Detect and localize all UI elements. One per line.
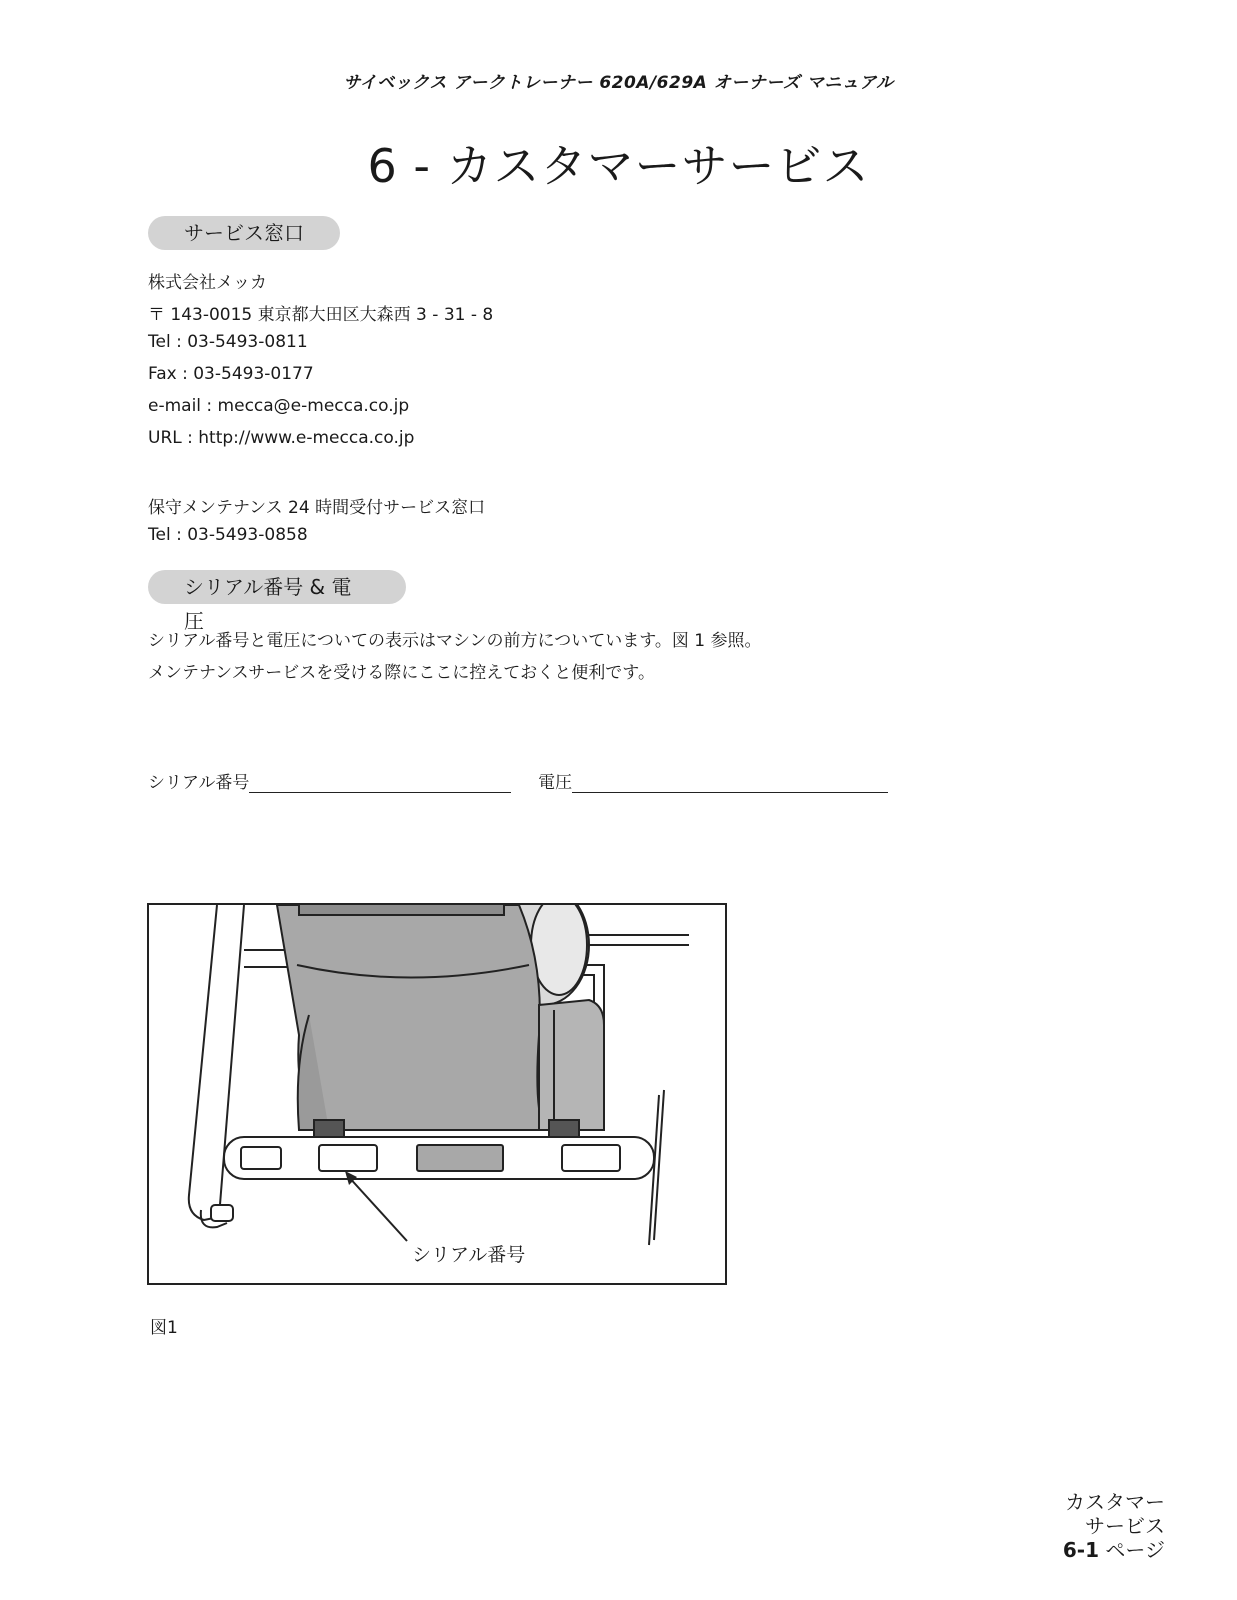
- running-header: サイベックス アークトレーナー 620A/629A オーナーズ マニュアル: [343, 73, 894, 93]
- arc-trainer-front-drawing: [149, 905, 725, 1283]
- voltage-blank: [572, 774, 888, 793]
- website-url: URL : http://www.e-mecca.co.jp: [148, 428, 415, 448]
- voltage-label: 電圧: [538, 773, 573, 793]
- page-footer: [1063, 1490, 1165, 1562]
- serial-paragraph-line-1: シリアル番号と電圧についての表示はマシンの前方についています。図 1 参照。: [148, 631, 762, 651]
- page-number: 6-1: [1062, 1538, 1100, 1562]
- postal-address: 〒 143-0015 東京都大田区大森西 3 - 31 - 8: [148, 305, 494, 325]
- footer-section-line-2: サービス: [1085, 1514, 1165, 1538]
- page-word: ページ: [1105, 1538, 1165, 1562]
- service-section-heading: サービス窓口: [148, 216, 340, 250]
- record-fields-row: [148, 768, 888, 793]
- maintenance-phone: Tel : 03-5493-0858: [148, 525, 308, 545]
- maintenance-desk-title: 保守メンテナンス 24 時間受付サービス窓口: [148, 498, 486, 518]
- phone-number: Tel : 03-5493-0811: [148, 332, 308, 352]
- serial-number-label: シリアル番号: [148, 773, 250, 793]
- company-name: 株式会社メッカ: [148, 273, 267, 293]
- fax-number: Fax : 03-5493-0177: [148, 364, 314, 384]
- chapter-title: 6 - カスタマーサービス: [367, 139, 870, 193]
- serial-number-callout: シリアル番号: [412, 1244, 526, 1266]
- email-address: e-mail : mecca@e-mecca.co.jp: [148, 396, 410, 416]
- serial-section-heading: シリアル番号 & 電圧: [148, 570, 406, 604]
- serial-number-blank: [249, 774, 511, 793]
- figure-1-illustration: [147, 903, 727, 1285]
- footer-section-line-1: カスタマー: [1065, 1490, 1165, 1514]
- figure-caption: 図1: [150, 1318, 178, 1338]
- footer-page-label: [1063, 1538, 1165, 1562]
- serial-paragraph-line-2: メンテナンスサービスを受ける際にここに控えておくと便利です。: [148, 663, 655, 683]
